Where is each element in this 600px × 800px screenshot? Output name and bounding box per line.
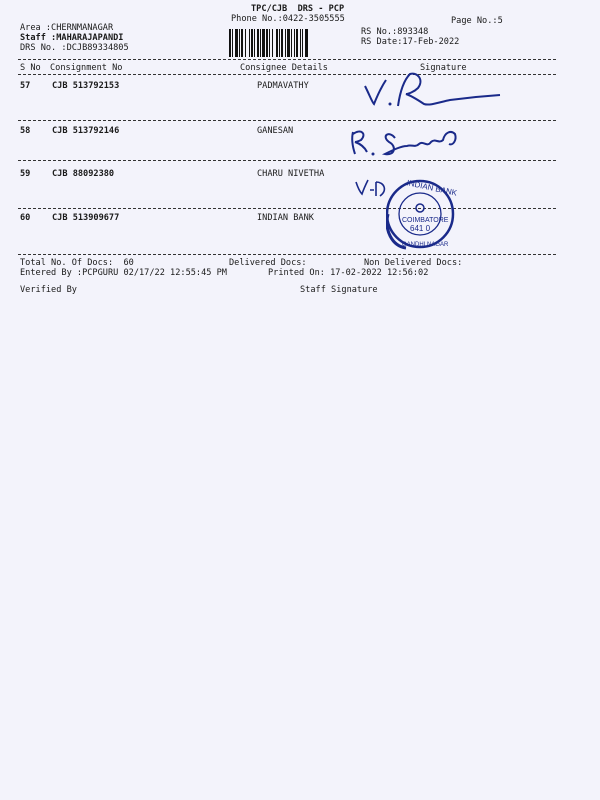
bank-stamp [386, 174, 474, 254]
area-label: Area :CHERNMANAGAR [20, 23, 114, 33]
barcode [229, 29, 360, 57]
phone-number: Phone No.:0422-3505555 [231, 14, 345, 24]
rs-number: RS No.:893348 [361, 27, 429, 37]
divider [18, 59, 556, 60]
divider [18, 160, 556, 161]
row-consignee: GANESAN [257, 126, 294, 136]
row-sno: 58 [20, 126, 31, 136]
staff-label: Staff :MAHARAJAPANDI [20, 33, 124, 43]
divider [18, 208, 556, 209]
row-consignment: CJB 88092380 [52, 169, 115, 179]
row-consignment: CJB 513909677 [52, 213, 120, 223]
stamp-line-2: COIMBATORE [402, 217, 449, 224]
signature-image [345, 120, 470, 165]
row-consignee: PADMAVATHY [257, 81, 309, 91]
verified-by: Verified By [20, 285, 77, 295]
row-consignment: CJB 513792153 [52, 81, 120, 91]
col-consignee: Consignee Details [240, 63, 328, 73]
row-consignee: CHARU NIVETHA [257, 169, 325, 179]
row-sno: 57 [20, 81, 31, 91]
col-signature: Signature [420, 63, 467, 73]
col-consignment: Consignment No [50, 63, 123, 73]
row-consignee: INDIAN BANK [257, 213, 314, 223]
col-sno: S No [20, 63, 41, 73]
document-title: TPC/CJB DRS - PCP [251, 4, 345, 14]
stamp-line-4: GANDHI NAGAR [402, 242, 449, 248]
stamp-line-1: INDIAN BANK [405, 178, 458, 198]
rs-date: RS Date:17-Feb-2022 [361, 37, 460, 47]
total-docs: Total No. Of Docs: 60 [20, 258, 134, 268]
non-delivered-docs: Non Delivered Docs: [364, 258, 463, 268]
divider [18, 254, 556, 255]
page-number: Page No.:5 [451, 16, 503, 26]
divider [18, 120, 556, 121]
drs-number: DRS No. :DCJB89334805 [20, 43, 129, 53]
staff-signature: Staff Signature [300, 285, 378, 295]
stamp-line-3: 641 0 [410, 224, 431, 233]
entered-by: Entered By :PCPGURU 02/17/22 12:55:45 PM [20, 268, 227, 278]
row-sno: 59 [20, 169, 31, 179]
delivered-docs: Delivered Docs: [229, 258, 307, 268]
row-sno: 60 [20, 213, 31, 223]
printed-on: Printed On: 17-02-2022 12:56:02 [268, 268, 429, 278]
row-consignment: CJB 513792146 [52, 126, 120, 136]
signature-image [360, 66, 505, 112]
